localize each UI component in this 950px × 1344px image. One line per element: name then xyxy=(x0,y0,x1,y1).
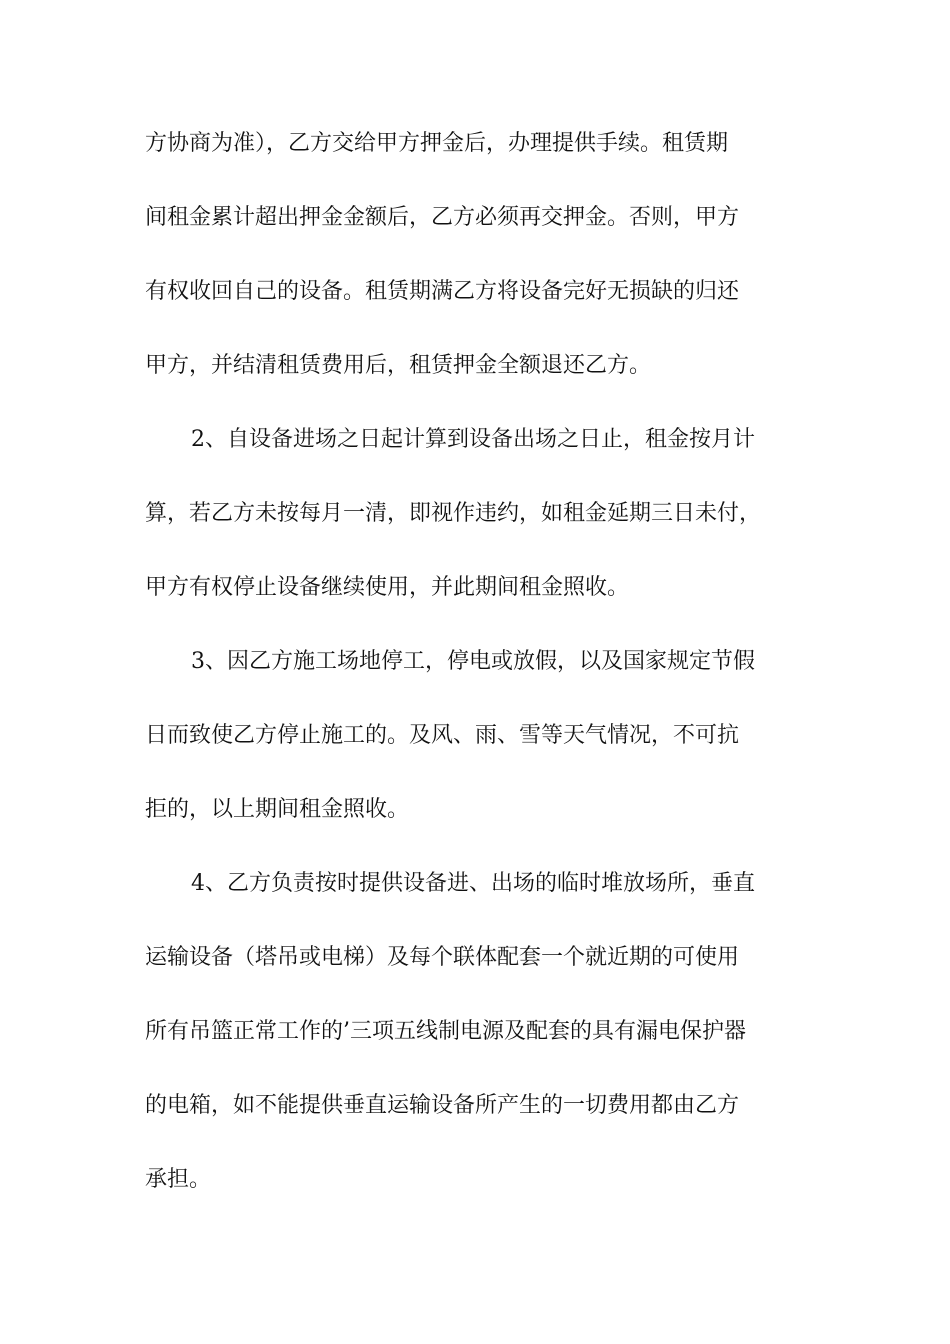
paragraph-4-first-line: 4、乙方负责按时提供设备进、出场的临时堆放场所，垂直 xyxy=(191,871,755,896)
text-line: 算，若乙方未按每月一清，即视作违约，如租金延期三日未付， xyxy=(145,501,762,526)
text-line: 所有吊篮正常工作的’三项五线制电源及配套的具有漏电保护器 xyxy=(145,1019,746,1044)
text-line: 承担。 xyxy=(145,1167,212,1192)
text-line: 有权收回自己的设备。租赁期满乙方将设备完好无损缺的归还 xyxy=(145,279,740,304)
text-line: 日而致使乙方停止施工的。及风、雨、雪等天气情况，不可抗 xyxy=(145,723,740,748)
text-line: 间租金累计超出押金金额后，乙方必须再交押金。否则，甲方 xyxy=(145,205,740,230)
contract-body-text xyxy=(145,133,845,1243)
paragraph-2-first-line: 2、自设备进场之日起计算到设备出场之日止，租金按月计 xyxy=(191,427,755,452)
text-line: 甲方有权停止设备继续使用，并此期间租金照收。 xyxy=(145,575,630,600)
text-line: 拒的，以上期间租金照收。 xyxy=(145,797,410,822)
paragraph-3-first-line: 3、因乙方施工场地停工，停电或放假，以及国家规定节假 xyxy=(191,649,755,674)
text-line: 方协商为准），乙方交给甲方押金后，办理提供手续。租赁期 xyxy=(145,131,729,156)
text-line: 的电箱，如不能提供垂直运输设备所产生的一切费用都由乙方 xyxy=(145,1093,740,1118)
text-line: 运输设备（塔吊或电梯）及每个联体配套一个就近期的可使用 xyxy=(145,945,740,970)
text-line: 甲方，并结清租赁费用后，租赁押金全额退还乙方。 xyxy=(145,353,652,378)
